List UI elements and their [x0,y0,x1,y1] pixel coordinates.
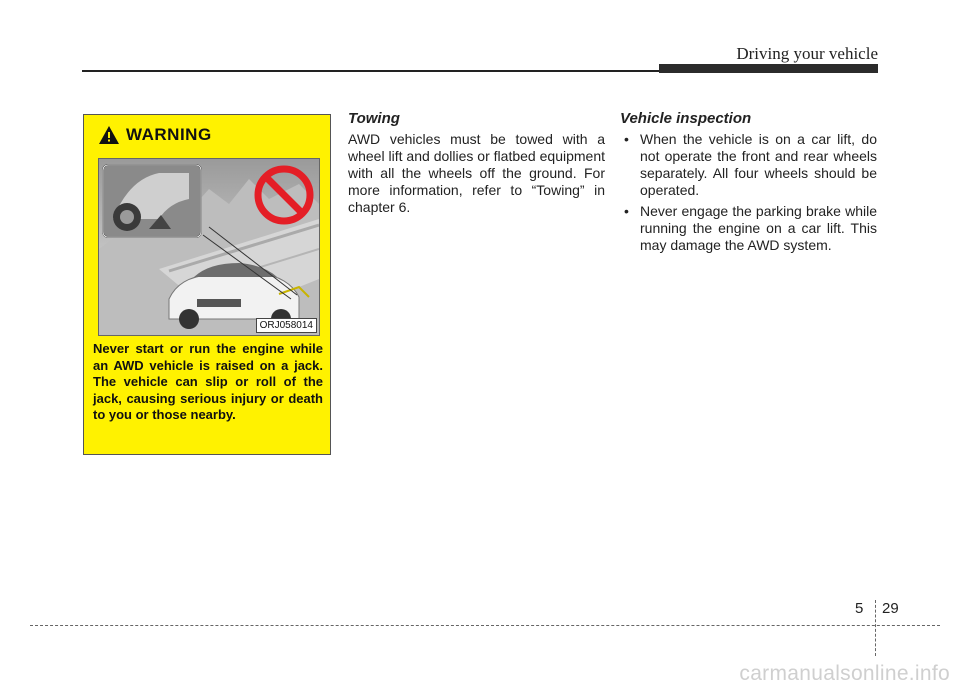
warning-title: WARNING [126,125,212,144]
header-bar [659,64,878,73]
towing-body: AWD vehicles must be towed with a wheel lift and dollies or flatbed equipment with all the wheels off the ground. For more information, refer to “Towing” in chapter 6. [348,131,605,215]
figure-code: ORJ058014 [256,318,317,333]
list-item: • When the vehicle is on a car lift, do not operate the front and rear wheels separately. All four wheels should be operated. [620,131,877,199]
inspection-list [620,131,877,254]
footer-rule [30,625,940,626]
warning-text: Never start or run the engine while an AWD vehicle is raised on a jack. The vehicle can slip or roll of the jack, causing serious injury or death to you or those nearby. [93,341,323,422]
warning-triangle-icon [98,125,120,145]
warning-header [98,125,212,145]
page-number-separator [875,600,876,656]
header-rule [82,70,660,72]
warning-box [83,114,331,455]
towing-section [348,110,605,216]
page-number: 29 [882,600,899,617]
list-item: • Never engage the parking brake while running the engine on a car lift. This may damage the AWD system. [620,203,877,254]
warning-illustration [98,158,320,336]
car-on-jack-illustration [99,159,319,335]
section-title: Driving your vehicle [736,44,878,63]
inspection-title: Vehicle inspection [620,110,752,127]
inspection-section [620,110,877,258]
watermark: carmanualsonline.info [739,662,950,685]
towing-title: Towing [348,110,400,127]
chapter-number: 5 [855,600,864,617]
